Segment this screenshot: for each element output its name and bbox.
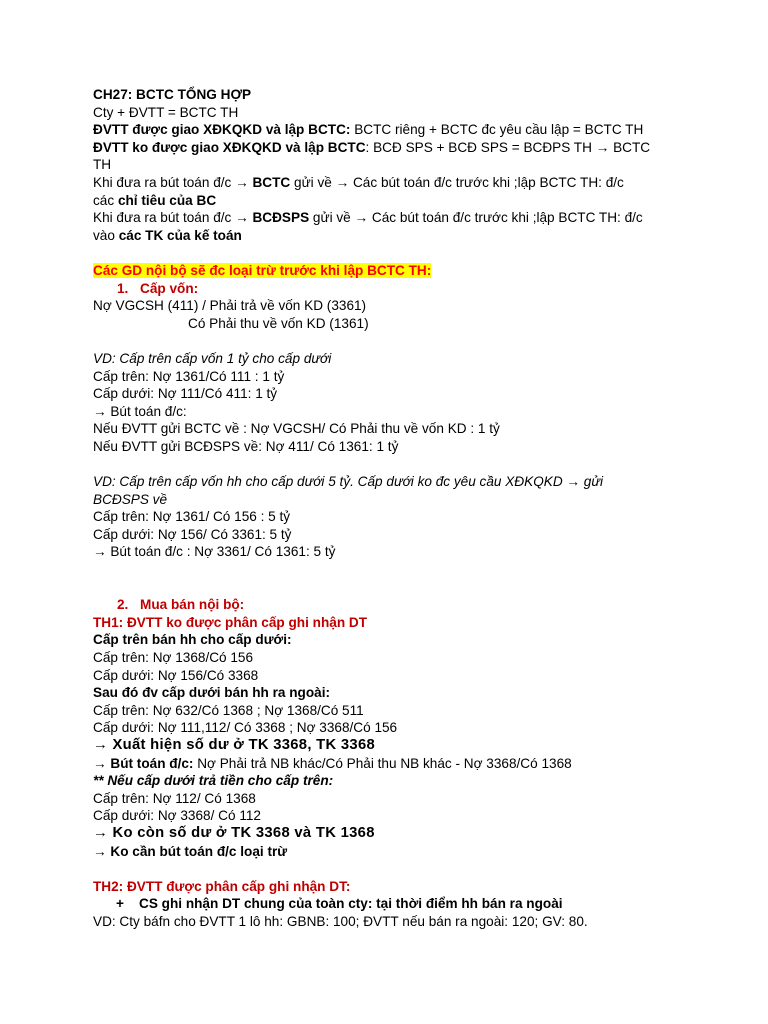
section-1-label: Cấp vốn: — [140, 280, 199, 296]
th1-line: Cấp dưới: Nợ 111,112/ Có 3368 ; Nợ 3368/Có 156 — [93, 720, 398, 736]
th1-sub-2: Sau đó đv cấp dưới bán hh ra ngoài: — [93, 685, 331, 701]
dvtt-ko-line — [93, 139, 683, 157]
khi-bctc-2-bold: chỉ tiêu của BC — [117, 192, 217, 208]
khi-bctc-line — [93, 174, 683, 192]
vd1-line: Cấp dưới: Nợ 111/Có 411: 1 tỷ — [93, 386, 278, 402]
th1-sub-1: Cấp trên bán hh cho cấp dưới: — [93, 632, 292, 648]
dvtt-ko-line-2: TH — [93, 157, 112, 173]
vd2-heading-2: BCĐSPS về — [93, 491, 168, 507]
vd2-heading: VD: Cấp trên cấp vốn hh cho cấp dưới 5 tỷ. Cấp dưới ko đc yêu cầu XĐKQKD → gửi — [93, 474, 603, 490]
th1-emphasis-1: → Xuất hiện số dư ở TK 3368, TK 3368 — [93, 736, 376, 753]
th2-bullet-text: CS ghi nhận DT chung của toàn cty: tại thời điểm hh bán ra ngoài — [139, 896, 563, 912]
spacer — [93, 332, 683, 350]
dvtt-giao-rest: BCTC riêng + BCTC đc yêu cầu lập = BCTC TH — [350, 122, 644, 138]
doc-title: CH27: BCTC TỔNG HỢP — [93, 87, 252, 102]
khi-bcdsps-pre: Khi đưa ra bút toán đ/c → — [93, 210, 253, 226]
th1-but-toan-line — [93, 755, 683, 773]
th1-line: Cấp dưới: Nợ 3368/ Có 112 — [93, 808, 261, 824]
section-2-heading — [93, 596, 683, 614]
khi-bcdsps-2-pre: vào — [93, 227, 119, 243]
khi-bcdsps-bold: BCĐSPS — [252, 210, 310, 226]
th2-bullet — [93, 895, 683, 913]
th1-emphasis-2: → Ko còn số dư ở TK 3368 và TK 1368 — [93, 824, 375, 841]
th1-end: → Ko cần bút toán đ/c loại trừ — [93, 843, 288, 859]
khi-bcdsps-2-bold: các TK của kế toán — [118, 227, 242, 243]
khi-bctc-bold: BCTC — [252, 174, 291, 190]
th2-heading: TH2: ĐVTT được phân cấp ghi nhận DT: — [93, 878, 351, 894]
th1-heading: TH1: ĐVTT ko được phân cấp ghi nhận DT — [93, 614, 368, 630]
khi-bctc-line-2 — [93, 192, 683, 210]
khi-bcdsps-line — [93, 209, 683, 227]
section-2-number: 2. — [117, 597, 129, 613]
khi-bcdsps-post: gửi về → Các bút toán đ/c trước khi ;lập BCTC TH: đ/c — [309, 210, 643, 226]
dvtt-ko-bold: ĐVTT ko được giao XĐKQKD và lập BCTC — [93, 139, 366, 155]
th1-but-toan-pre: → — [93, 755, 111, 771]
dvtt-ko-rest: : BCĐ SPS + BCĐ SPS = BCĐPS TH → BCTC — [365, 139, 651, 155]
th1-line: Cấp trên: Nợ 632/Có 1368 ; Nợ 1368/Có 511 — [93, 702, 364, 718]
spacer — [93, 455, 683, 473]
khi-bctc-post: gửi về → Các bút toán đ/c trước khi ;lập BCTC TH: đ/c — [290, 174, 624, 190]
vd2-line: Cấp trên: Nợ 1361/ Có 156 : 5 tỷ — [93, 509, 291, 525]
th1-line: Cấp trên: Nợ 112/ Có 1368 — [93, 790, 256, 806]
th1-line: Cấp dưới: Nợ 156/Có 3368 — [93, 667, 259, 683]
spacer — [93, 579, 683, 597]
highlight-heading-line — [93, 262, 683, 280]
vd1-line: Cấp trên: Nợ 1361/Có 111 : 1 tỷ — [93, 368, 285, 384]
formula-line: Cty + ĐVTT = BCTC TH — [93, 104, 239, 120]
dvtt-giao-line — [93, 121, 683, 139]
vd2-line: → Bút toán đ/c : Nợ 3361/ Có 1361: 5 tỷ — [93, 544, 336, 560]
section-1-heading — [93, 280, 683, 298]
highlight-heading: Các GD nội bộ sẽ đc loại trừ trước khi lập BCTC TH: — [93, 262, 432, 278]
th1-but-toan-bold: Bút toán đ/c: — [110, 755, 194, 771]
vd1-heading: VD: Cấp trên cấp vốn 1 tỷ cho cấp dưới — [93, 350, 332, 366]
spacer — [93, 561, 683, 579]
spacer — [93, 860, 683, 878]
vd1-line: Nếu ĐVTT gửi BCĐSPS về: Nợ 411/ Có 1361: 1 tỷ — [93, 438, 399, 454]
th1-but-toan-post: Nợ Phải trả NB khác/Có Phải thu NB khác - Nợ 3368/Có 1368 — [193, 755, 572, 771]
khi-bcdsps-line-2 — [93, 227, 683, 245]
khi-bctc-2-pre: các — [93, 192, 118, 208]
document-page — [93, 86, 683, 931]
vd1-line: → Bút toán đ/c: — [93, 403, 187, 419]
khi-bctc-pre: Khi đưa ra bút toán đ/c → — [93, 174, 253, 190]
th1-line: Cấp trên: Nợ 1368/Có 156 — [93, 650, 254, 665]
vd2-line: Cấp dưới: Nợ 156/ Có 3361: 5 tỷ — [93, 526, 292, 542]
s1-line: Có Phải thu về vốn KD (1361) — [188, 315, 369, 331]
s1-line: Nợ VGCSH (411) / Phải trả về vốn KD (3361) — [93, 298, 367, 314]
section-2-label: Mua bán nội bộ: — [140, 597, 245, 613]
th2-example: VD: Cty báfn cho ĐVTT 1 lô hh: GBNB: 100; ĐVTT nếu bán ra ngoài: 120; GV: 80. — [93, 913, 588, 929]
bullet-plus-icon: + — [116, 896, 124, 912]
dvtt-giao-bold: ĐVTT được giao XĐKQKD và lập BCTC: — [93, 122, 351, 138]
th1-note: ** Nếu cấp dưới trả tiền cho cấp trên: — [93, 773, 334, 789]
spacer — [93, 244, 683, 262]
section-1-number: 1. — [117, 280, 129, 296]
vd1-line: Nếu ĐVTT gửi BCTC về : Nợ VGCSH/ Có Phải thu về vốn KD : 1 tỷ — [93, 421, 500, 437]
